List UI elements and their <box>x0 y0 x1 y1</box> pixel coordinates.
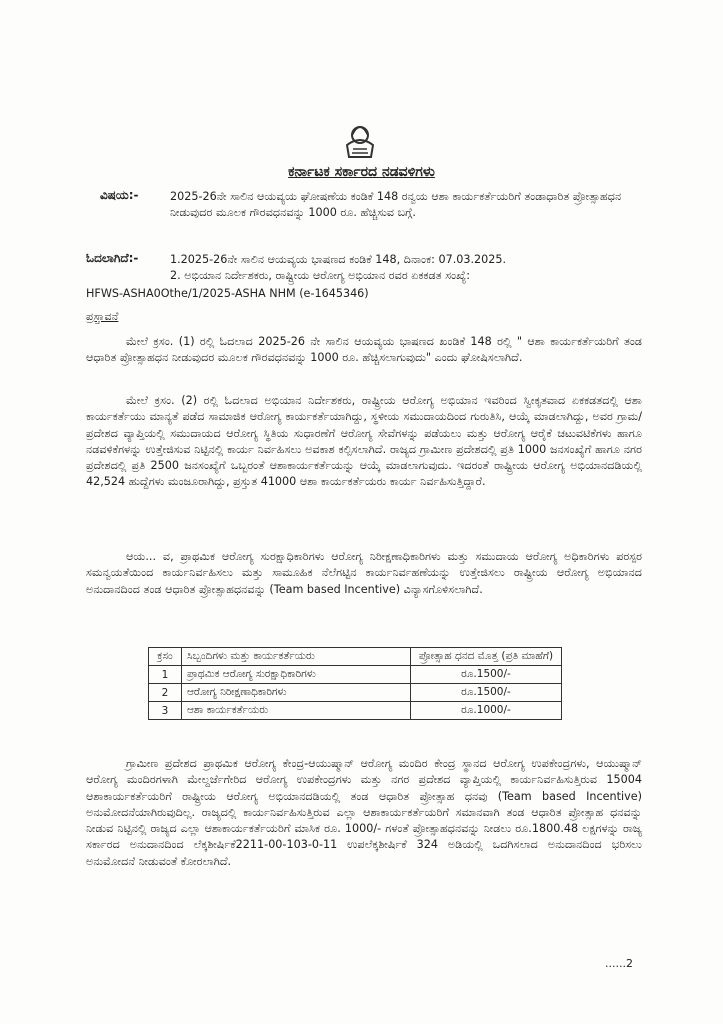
table-cell: 3 <box>149 702 182 720</box>
page-title: ಕರ್ನಾಟಕ ಸರ್ಕಾರದ ನಡವಳಿಗಳು <box>288 164 435 180</box>
reference-item-1: 1.2025-26ನೇ ಸಾಲಿನ ಆಯವ್ಯಯ ಭಾಷಣದ ಕಂಡಿಕೆ 148, ದಿನಾಂಕ: 07.03.2025. <box>170 253 507 266</box>
subject-label: ವಿಷಯ:- <box>100 188 139 202</box>
paragraph-4-text: ಗ್ರಾಮೀಣ ಪ್ರದೇಶದ ಪ್ರಾಥಮಿಕ ಆರೋಗ್ಯ ಕೇಂದ್ರ-ಆಯುಷ್ಮಾನ್ ಆರೋಗ್ಯ ಮಂದಿರ ಕೇಂದ್ರ ಸ್ಥಾನದ ಆರೋಗ್ಯ ಉಪಕೇಂದ್ರಗಳು, ಆಯುಷ್ಮಾನ್ ಆರೋಗ್ಯ ಮಂದಿರಗಳಾಗಿ ಮೇಲ್ದರ್ಜೆಗೇರಿದ ಆರೋಗ್ಯ ಉಪಕೇಂದ್ರಗಳು ಮತ್ತು ನಗರ ಪ್ರದೇಶದ ವ್ಯಾಪ್ತಿಯಲ್ಲಿ ಕಾರ್ಯನಿರ್ವಹಿಸುತ್ತಿರುವ 15004 ಆಶಾಕಾರ್ಯಕರ್ತೆಯರಿಗೆ ರಾಷ್ಟ್ರೀಯ ಆರೋಗ್ಯ ಅಭಿಯಾನದಡಿಯಲ್ಲಿ ತಂಡ ಆಧಾರಿತ ಪ್ರೋತ್ಸಾಹ ಧನವು (Team based Incentive) ಅನುಮೋದನೆಯಾಗಿರುವುದಿಲ್ಲ. ರಾಜ್ಯದಲ್ಲಿ ಕಾರ್ಯನಿರ್ವಹಿಸುತ್ತಿರುವ ಎಲ್ಲಾ ಆಶಾಕಾರ್ಯಕರ್ತೆಯರಿಗೆ ಸಮಾನವಾಗಿ ತಂಡ ಆಧಾರಿತ ಪ್ರೋತ್ಸಾಹ ಧನವನ್ನು ನೀಡುವ ನಿಟ್ಟಿನಲ್ಲಿ ರಾಜ್ಯದ ಎಲ್ಲಾ ಆಶಾಕಾರ್ಯಕರ್ತೆಯರಿಗೆ ಮಾಸಿಕ ರೂ. 1000/- ಗಳಂತೆ ಪ್ರೋತ್ಸಾಹಧನವನ್ನು ನೀಡಲು ರೂ.1800.48 ಲಕ್ಷಗಳನ್ನು ರಾಜ್ಯ ಸರ್ಕಾರದ ಅನುದಾನದಿಂದ ಲೆಕ್ಕಶೀರ್ಷಿಕೆ2211-00-103-0-11 ಉಪಲೆಕ್ಕಶೀರ್ಷಿಕೆ 324 ಅಡಿಯಲ್ಲಿ ಒದಗಿಸಲಾದ ಅನುದಾನದಿಂದ ಭರಿಸಲು ಅನುಮೋದನೆ ನೀಡುವಂತೆ ಕೋರಲಾಗಿದೆ. <box>86 757 642 868</box>
table-row <box>149 666 562 684</box>
table-cell: ಆಶಾ ಕಾರ್ಯಕರ್ತೆಯರು <box>182 702 411 720</box>
table-row <box>149 684 562 702</box>
page-number: ......2 <box>605 957 633 970</box>
subject-text: 2025-26ನೇ ಸಾಲಿನ ಆಯವ್ಯಯ ಘೋಷಣೆಯ ಕಂಡಿಕೆ 148 ರನ್ವಯ ಆಶಾ ಕಾರ್ಯಕರ್ತೆಯರಿಗೆ ತಂಡಾಧಾರಿತ ಪ್ರೋತ್ಸಾಹಧನ ನೀಡುವುದರ ಮೂಲಕ ಗೌರವಧನವನ್ನು 1000 ರೂ. ಹೆಚ್ಚಿಸುವ ಬಗ್ಗೆ. <box>170 190 622 220</box>
reference-label: ಓದಲಾಗಿದೆ:- <box>86 251 139 265</box>
reference-list <box>170 252 690 285</box>
reference-code: HFWS-ASHA0Othe/1/2025-ASHA NHM (e-1645346) <box>86 287 369 300</box>
paragraph-2-text: ಮೇಲೆ ಕ್ರಸಂ. (2) ರಲ್ಲಿ ಓದಲಾದ ಅಭಿಯಾನ ನಿರ್ದೇಶಕರು, ರಾಷ್ಟ್ರೀಯ ಆರೋಗ್ಯ ಅಭಿಯಾನ ಇವರಿಂದ ಸ್ವೀಕೃತವಾದ ಏಕಕಡತದಲ್ಲಿ ಆಶಾ ಕಾರ್ಯಕರ್ತೆಯು ಮಾನ್ಯತೆ ಪಡೆದ ಸಾಮಾಜಿಕ ಆರೋಗ್ಯ ಕಾರ್ಯಕರ್ತೆಯಾಗಿದ್ದು, ಸ್ಥಳೀಯ ಸಮುದಾಯದಿಂದ ಗುರುತಿಸಿ, ಆಯ್ಕೆ ಮಾಡಲಾಗಿದ್ದು, ಅವರ ಗ್ರಾಮ/ಪ್ರದೇಶದ ವ್ಯಾಪ್ತಿಯಲ್ಲಿ ಸಮುದಾಯದ ಆರೋಗ್ಯ ಸ್ಥಿತಿಯ ಸುಧಾರಣೆಗೆ ಆರೋಗ್ಯ ಸೇವೆಗಳನ್ನು ಪಡೆಯಲು ಮತ್ತು ಆರೋಗ್ಯ ಆರೈಕೆ ಚಟುವಟಿಕೆಗಳು ಹಾಗೂ ನಡವಳಿಕೆಗಳನ್ನು ಉತ್ತೇಜಿಸುವ ನಿಟ್ಟಿನಲ್ಲಿ ಕಾರ್ಯ ನಿರ್ವಹಿಸಲು ಅವಕಾಶ ಕಲ್ಪಿಸಲಾಗಿದೆ. ರಾಜ್ಯದ ಗ್ರಾಮೀಣ ಪ್ರದೇಶದಲ್ಲಿ ಪ್ರತಿ 1000 ಜನಸಂಖ್ಯೆಗೆ ಹಾಗೂ ನಗರ ಪ್ರದೇಶದಲ್ಲಿ ಪ್ರತಿ 2500 ಜನಸಂಖ್ಯೆಗೆ ಒಬ್ಬರಂತೆ ಆಶಾಕಾರ್ಯಕರ್ತೆಯನ್ನು ಆಯ್ಕೆ ಮಾಡಲಾಗುವುದು. ಇದರಂತೆ ರಾಷ್ಟ್ರೀಯ ಆರೋಗ್ಯ ಅಭಿಯಾನದಡಿಯಲ್ಲಿ 42,524 ಹುದ್ದೆಗಳು ಮಂಜೂರಾಗಿದ್ದು, ಪ್ರಸ್ತುತ 41000 ಆಶಾ ಕಾರ್ಯಕರ್ತೆಯರು ಕಾರ್ಯ ನಿರ್ವಹಿಸುತ್ತಿದ್ದಾರೆ. <box>86 394 642 489</box>
paragraph-3 <box>86 549 642 598</box>
table-cell: 1 <box>149 666 182 684</box>
table-cell: ರೂ.1500/- <box>411 684 562 702</box>
table-header-row <box>149 648 562 666</box>
table-header-cell: ಪ್ರೋತ್ಸಾಹ ಧನದ ಮೊತ್ತ (ಪ್ರತಿ ಮಾಹೆಗೆ) <box>411 648 562 666</box>
reference-item-2: 2. ಅಭಿಯಾನ ನಿರ್ದೇಶಕರು, ರಾಷ್ಟ್ರೀಯ ಆರೋಗ್ಯ ಅಭಿಯಾನ ರವರ ಏಕಕಡತ ಸಂಖ್ಯೆ: <box>170 269 471 283</box>
paragraph-3-text: ಆಯ... ವ, ಪ್ರಾಥಮಿಕ ಆರೋಗ್ಯ ಸುರಕ್ಷಾಧಿಕಾರಿಗಳು ಆರೋಗ್ಯ ನಿರೀಕ್ಷಣಾಧಿಕಾರಿಗಳು ಮತ್ತು ಸಮುದಾಯ ಆರೋಗ್ಯ ಅಧಿಕಾರಿಗಳು ಪರಸ್ಪರ ಸಮನ್ವಯತೆಯಿಂದ ಕಾರ್ಯನಿರ್ವಹಿಸಲು ಮತ್ತು ಸಾಮೂಹಿಕ ನೆಲೆಗಟ್ಟಿನ ಕಾರ್ಯನಿರ್ವಹಣೆಯನ್ನು ಉತ್ತೇಜಿಸಲು ರಾಷ್ಟ್ರೀಯ ಆರೋಗ್ಯ ಅಭಿಯಾನದ ಅನುದಾನದಿಂದ ತಂಡ ಆಧಾರಿತ ಪ್ರೋತ್ಸಾಹಧನವನ್ನು (Team based Incentive) ವಿನ್ಯಾಸಗೊಳಿಸಲಾಗಿದೆ. <box>86 550 642 596</box>
karnataka-emblem-icon <box>335 115 385 165</box>
paragraph-2 <box>86 393 642 491</box>
table-header-cell: ಕ್ರಸಂ <box>149 648 182 666</box>
table-row <box>149 702 562 720</box>
table-cell: ಪ್ರಾಥಮಿಕ ಆರೋಗ್ಯ ಸುರಕ್ಷಾಧಿಕಾರಿಗಳು <box>182 666 411 684</box>
incentive-table <box>148 647 562 720</box>
table-cell: ಆರೋಗ್ಯ ನಿರೀಕ್ಷಣಾಧಿಕಾರಿಗಳು <box>182 684 411 702</box>
table-header-cell: ಸಿಬ್ಬಂದಿಗಳು ಮತ್ತು ಕಾರ್ಯಕರ್ತೆಯರು <box>182 648 411 666</box>
paragraph-4 <box>86 756 642 870</box>
paragraph-1 <box>86 334 642 367</box>
paragraph-1-text: ಮೇಲೆ ಕ್ರಸಂ. (1) ರಲ್ಲಿ ಓದಲಾದ 2025-26 ನೇ ಸಾಲಿನ ಆಯವ್ಯಯ ಭಾಷಣದ ಖಂಡಿಕೆ 148 ರಲ್ಲಿ " ಆಶಾ ಕಾರ್ಯಕರ್ತೆಯರಿಗೆ ತಂಡ ಆಧಾರಿತ ಪ್ರೋತ್ಸಾಹಧನ ನೀಡುವುದರ ಮೂಲಕ ಗೌರವಧನವನ್ನು 1000 ರೂ. ಹೆಚ್ಚಿಸಲಾಗುವುದು" ಎಂದು ಘೋಷಿಸಲಾಗಿದೆ. <box>86 335 642 365</box>
table-cell: 2 <box>149 684 182 702</box>
table-cell: ರೂ.1000/- <box>411 702 562 720</box>
section-heading-prastavane: ಪ್ರಸ್ತಾವನೆ <box>86 310 119 323</box>
table-cell: ರೂ.1500/- <box>411 666 562 684</box>
